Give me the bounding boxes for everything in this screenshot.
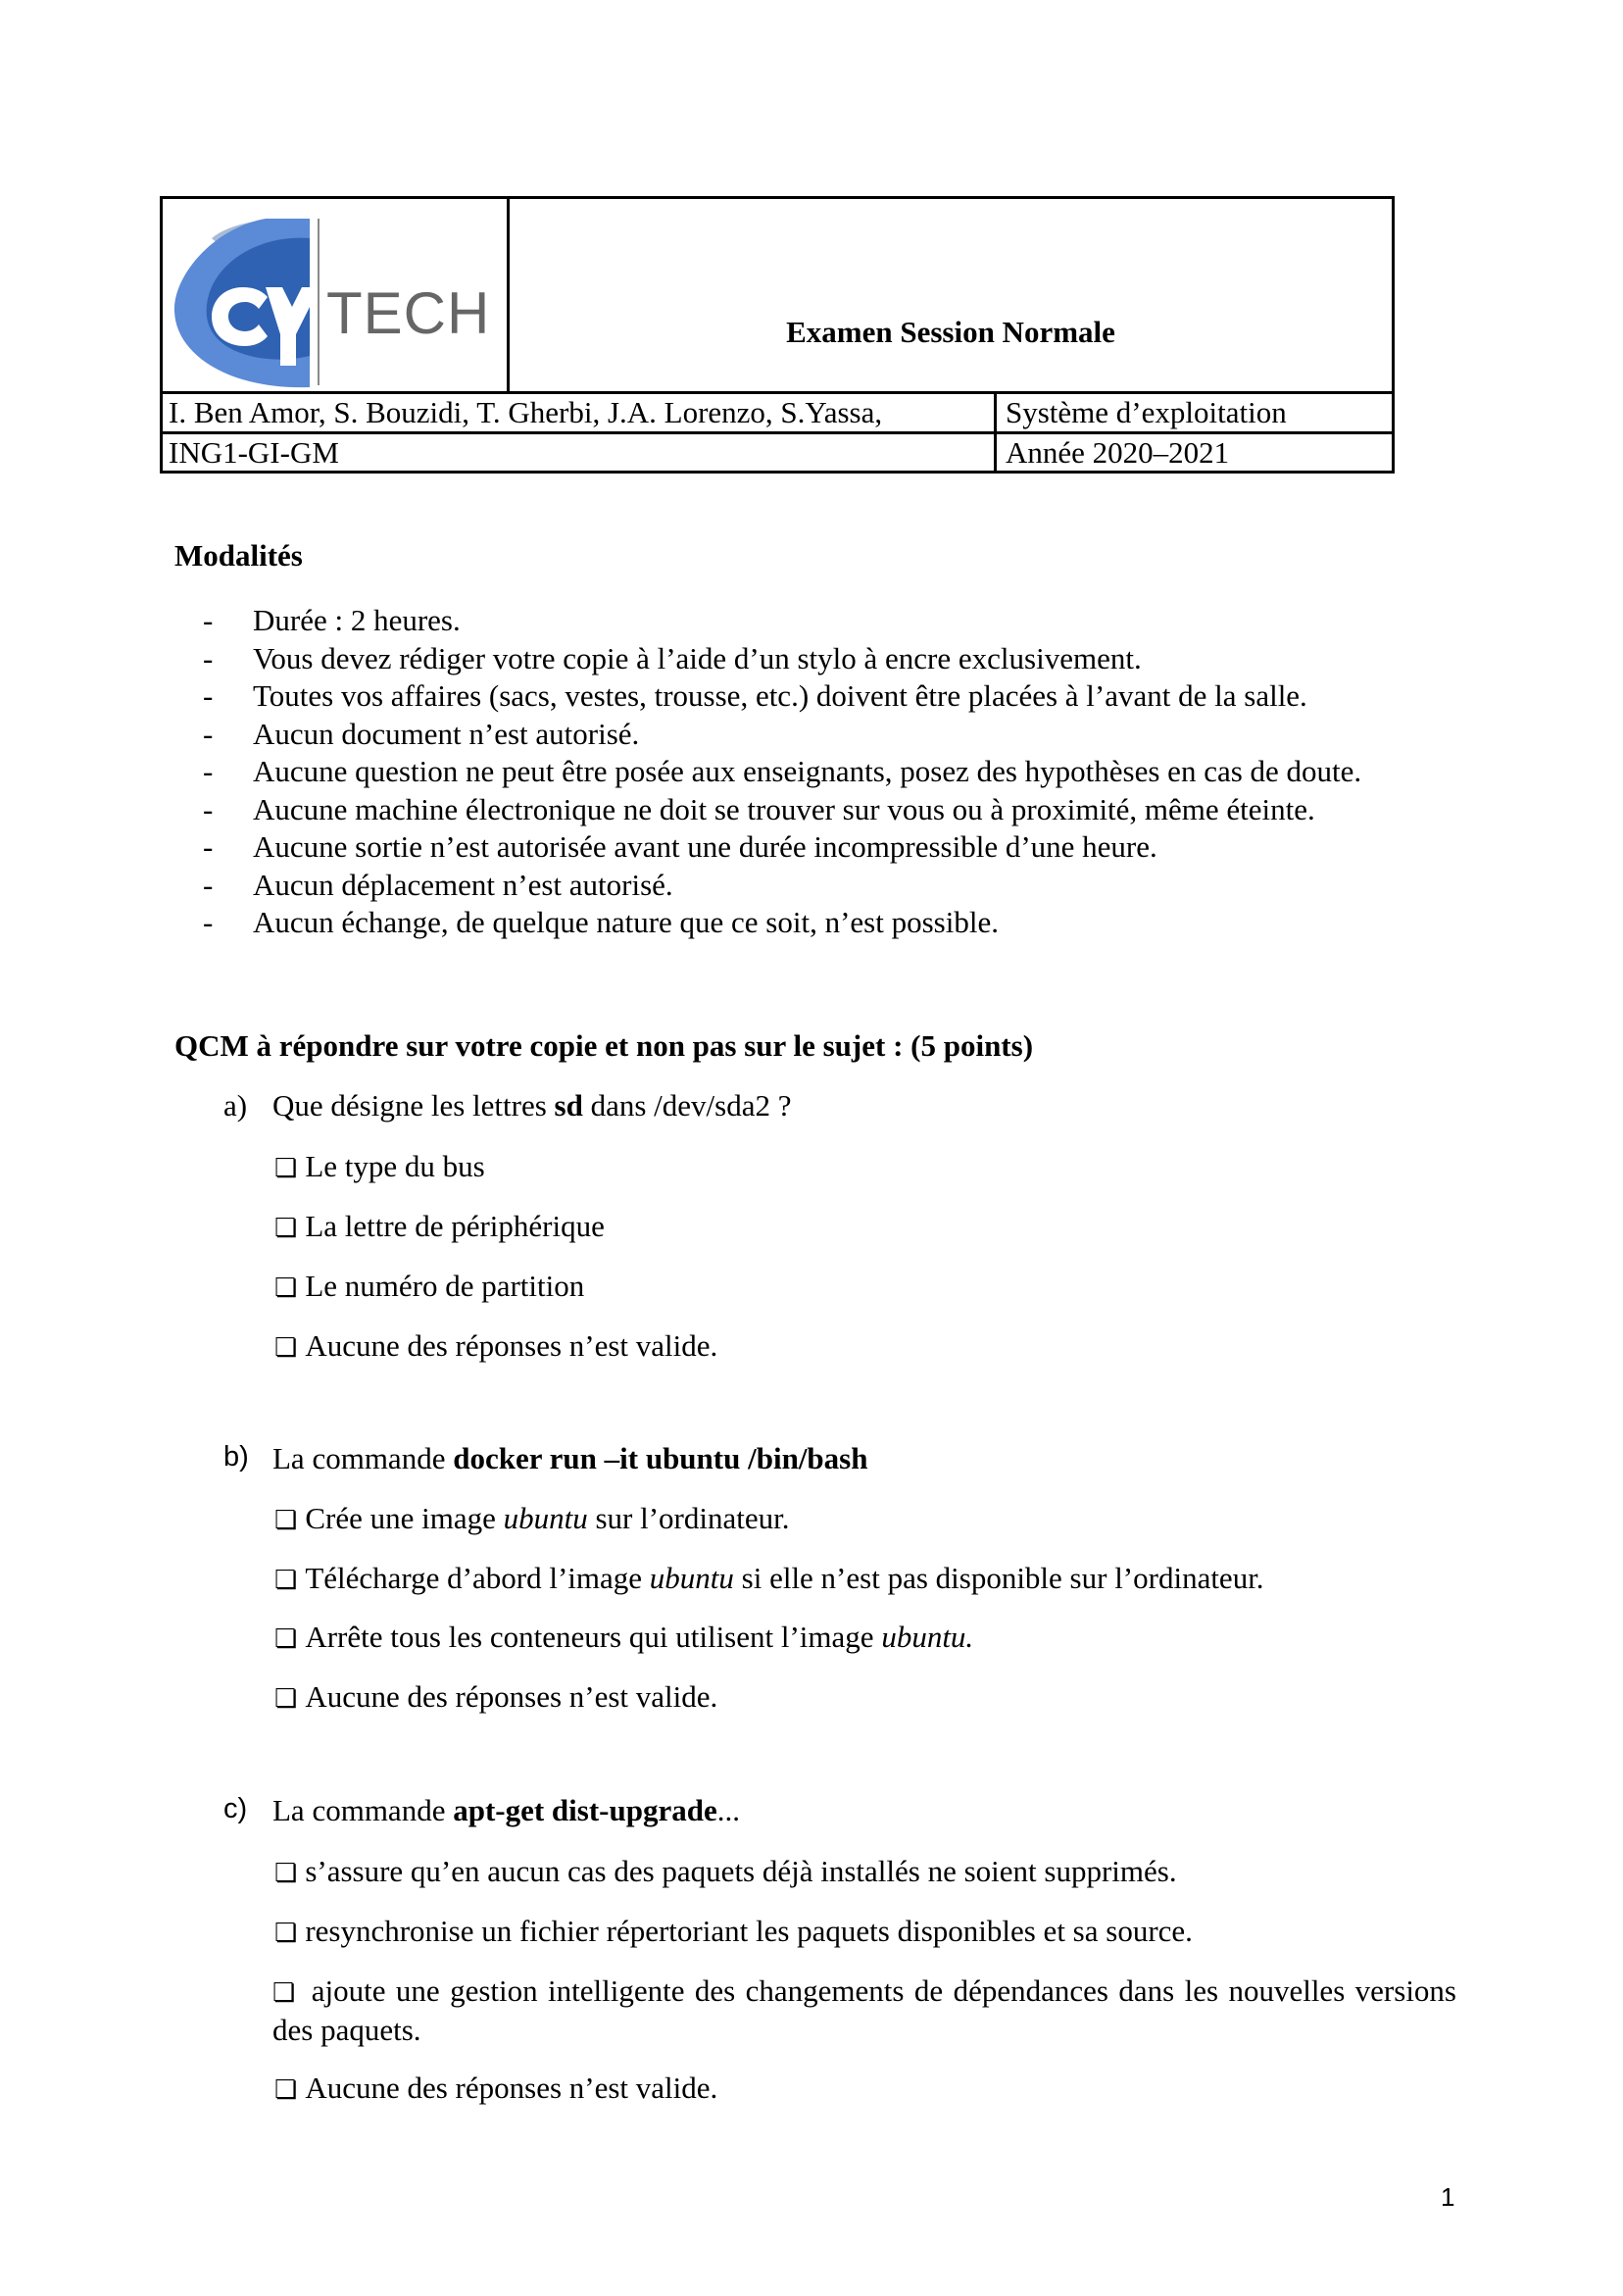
cy-logo-icon (172, 219, 329, 390)
modalites-title: Modalités (174, 538, 303, 573)
qcm-title: QCM à répondre sur votre copie et non pas sur le sujet : (5 points) (174, 1028, 1034, 1063)
option-b1: ❏ Crée une image ubuntu sur l’ordinateur. (274, 1501, 790, 1535)
option-a2: ❏ La lettre de périphérique (274, 1209, 605, 1243)
bullet-dash: - (203, 603, 214, 637)
checkbox-icon: ❏ (274, 1566, 298, 1595)
exam-title: Examen Session Normale (786, 315, 1115, 349)
header-row-title (163, 199, 1392, 394)
question-text: La commande apt-get dist-upgrade... (272, 1793, 740, 1827)
option-c1: ❏ s’assure qu’en aucun cas des paquets déjà installés ne soient supprimés. (274, 1854, 1177, 1888)
option-b2: ❏ Télécharge d’abord l’image ubuntu si elle n’est pas disponible sur l’ordinateur. (274, 1561, 1264, 1595)
bullet-dash: - (203, 640, 214, 675)
option-a3: ❏ Le numéro de partition (274, 1269, 585, 1303)
checkbox-icon: ❏ (274, 1624, 298, 1654)
academic-year: Année 2020–2021 (1006, 435, 1230, 470)
option-a4: ❏ Aucune des réponses n’est valide. (274, 1328, 718, 1363)
title-cell (510, 199, 1392, 391)
bullet-dash: - (203, 678, 214, 713)
option-a1: ❏ Le type du bus (274, 1149, 485, 1183)
course-name: Système d’exploitation (1006, 395, 1287, 429)
authors: I. Ben Amor, S. Bouzidi, T. Gherbi, J.A. Lorenzo, S.Yassa, (163, 394, 997, 431)
question-label: a) (223, 1088, 248, 1123)
option-c4: ❏ Aucune des réponses n’est valide. (274, 2071, 718, 2105)
header-row-authors (163, 394, 1392, 434)
cy-tech-logo (172, 219, 496, 390)
header-table (160, 196, 1395, 474)
checkbox-icon: ❏ (274, 1273, 298, 1303)
checkbox-icon: ❏ (274, 1214, 298, 1243)
question-label: b) (223, 1441, 249, 1472)
checkbox-icon: ❏ (274, 1684, 298, 1714)
checkbox-icon: ❏ (274, 1333, 298, 1363)
option-c3: ❏ ajoute une gestion intelligente des changements de dépendances dans les nouvelles versions des paquets. (272, 1973, 1456, 2047)
checkbox-icon: ❏ (274, 1859, 298, 1888)
logo-text: TECH (326, 280, 491, 346)
option-c2: ❏ resynchronise un fichier répertoriant les paquets disponibles et sa source. (274, 1914, 1193, 1948)
option-b3: ❏ Arrête tous les conteneurs qui utilisent l’image ubuntu. (274, 1620, 974, 1654)
option-b4: ❏ Aucune des réponses n’est valide. (274, 1679, 718, 1714)
page-number: 1 (1441, 2182, 1455, 2212)
checkbox-icon: ❏ (274, 2075, 298, 2105)
bullet-dash: - (203, 829, 214, 864)
student-group: ING1-GI-GM (163, 434, 997, 474)
bullet-dash: - (203, 905, 214, 939)
logo-cell (163, 199, 510, 391)
checkbox-icon: ❏ (274, 1506, 298, 1535)
bullet-dash: - (203, 716, 214, 751)
question-text: Que désigne les lettres sd dans /dev/sda2 ? (272, 1088, 792, 1123)
bullet-dash: - (203, 754, 214, 788)
checkbox-icon: ❏ (272, 1978, 296, 2008)
logo-divider (318, 219, 320, 385)
checkbox-icon: ❏ (274, 1154, 298, 1183)
checkbox-icon: ❏ (274, 1919, 298, 1948)
question-label: c) (223, 1793, 248, 1824)
question-text: La commande docker run –it ubuntu /bin/bash (272, 1441, 868, 1475)
exam-page: TECH Examen Session Normale I. Ben Amor, S. Bouzidi, T. Gherbi, J.A. Lorenzo, S.Yassa, Système d’exploitation ING1-GI-GM Année 2020–2021 Modalités - Durée : 2 heures. - Vous devez rédiger votre copie à l’aide d’un stylo à encre exclusivement. - Toutes vos affaires (sacs, vestes, trousse, etc.) doivent être placées à l’avant de la salle. - Aucun document n’est autorisé. - Aucune question ne peut être posée aux enseignants, posez des hypothèses en cas de doute. - Aucune machine électronique ne doit se trouver sur vous ou à proximité, même éteinte. - Aucune sortie n’est autorisée avant une durée incompressible d’une heure. - Aucun déplacement n’est autorisé. - Aucun échange, de quelque nature que ce soit, n’est possible. QCM à répondre sur votre copie et non pas sur le sujet : (5 points) a) Que désigne les lettres sd dans /dev/sda2 ? ❏ Le type du bus ❏ La lettre de périphérique ❏ Le numéro de partition ❏ Aucune des réponses n’est valide. b) La commande docker run –it ubuntu /bin/bash ❏ Crée une image ubuntu sur l’ordinateur. ❏ Télécharge d’abord l’image ubuntu si elle n’est pas disponible sur l’ordinateur. ❏ Arrête tous les conteneurs qui utilisent l’image ubuntu. ❏ Aucune des réponses n’est valide. c) La commande apt-get dist-upgrade... ❏ s’assure qu’en aucun cas des paquets déjà installés ne soient supprimés. ❏ resynchronise un fichier répertoriant les paquets disponibles et sa source. ❏ ajoute une gestion intelligente des changements de dépendances dans les nouvelles versions des paquets. ❏ Aucune des réponses n’est valide. 1 (0, 0, 1623, 2296)
header-row-group (163, 434, 1392, 474)
bullet-dash: - (203, 791, 214, 826)
bullet-dash: - (203, 867, 214, 902)
